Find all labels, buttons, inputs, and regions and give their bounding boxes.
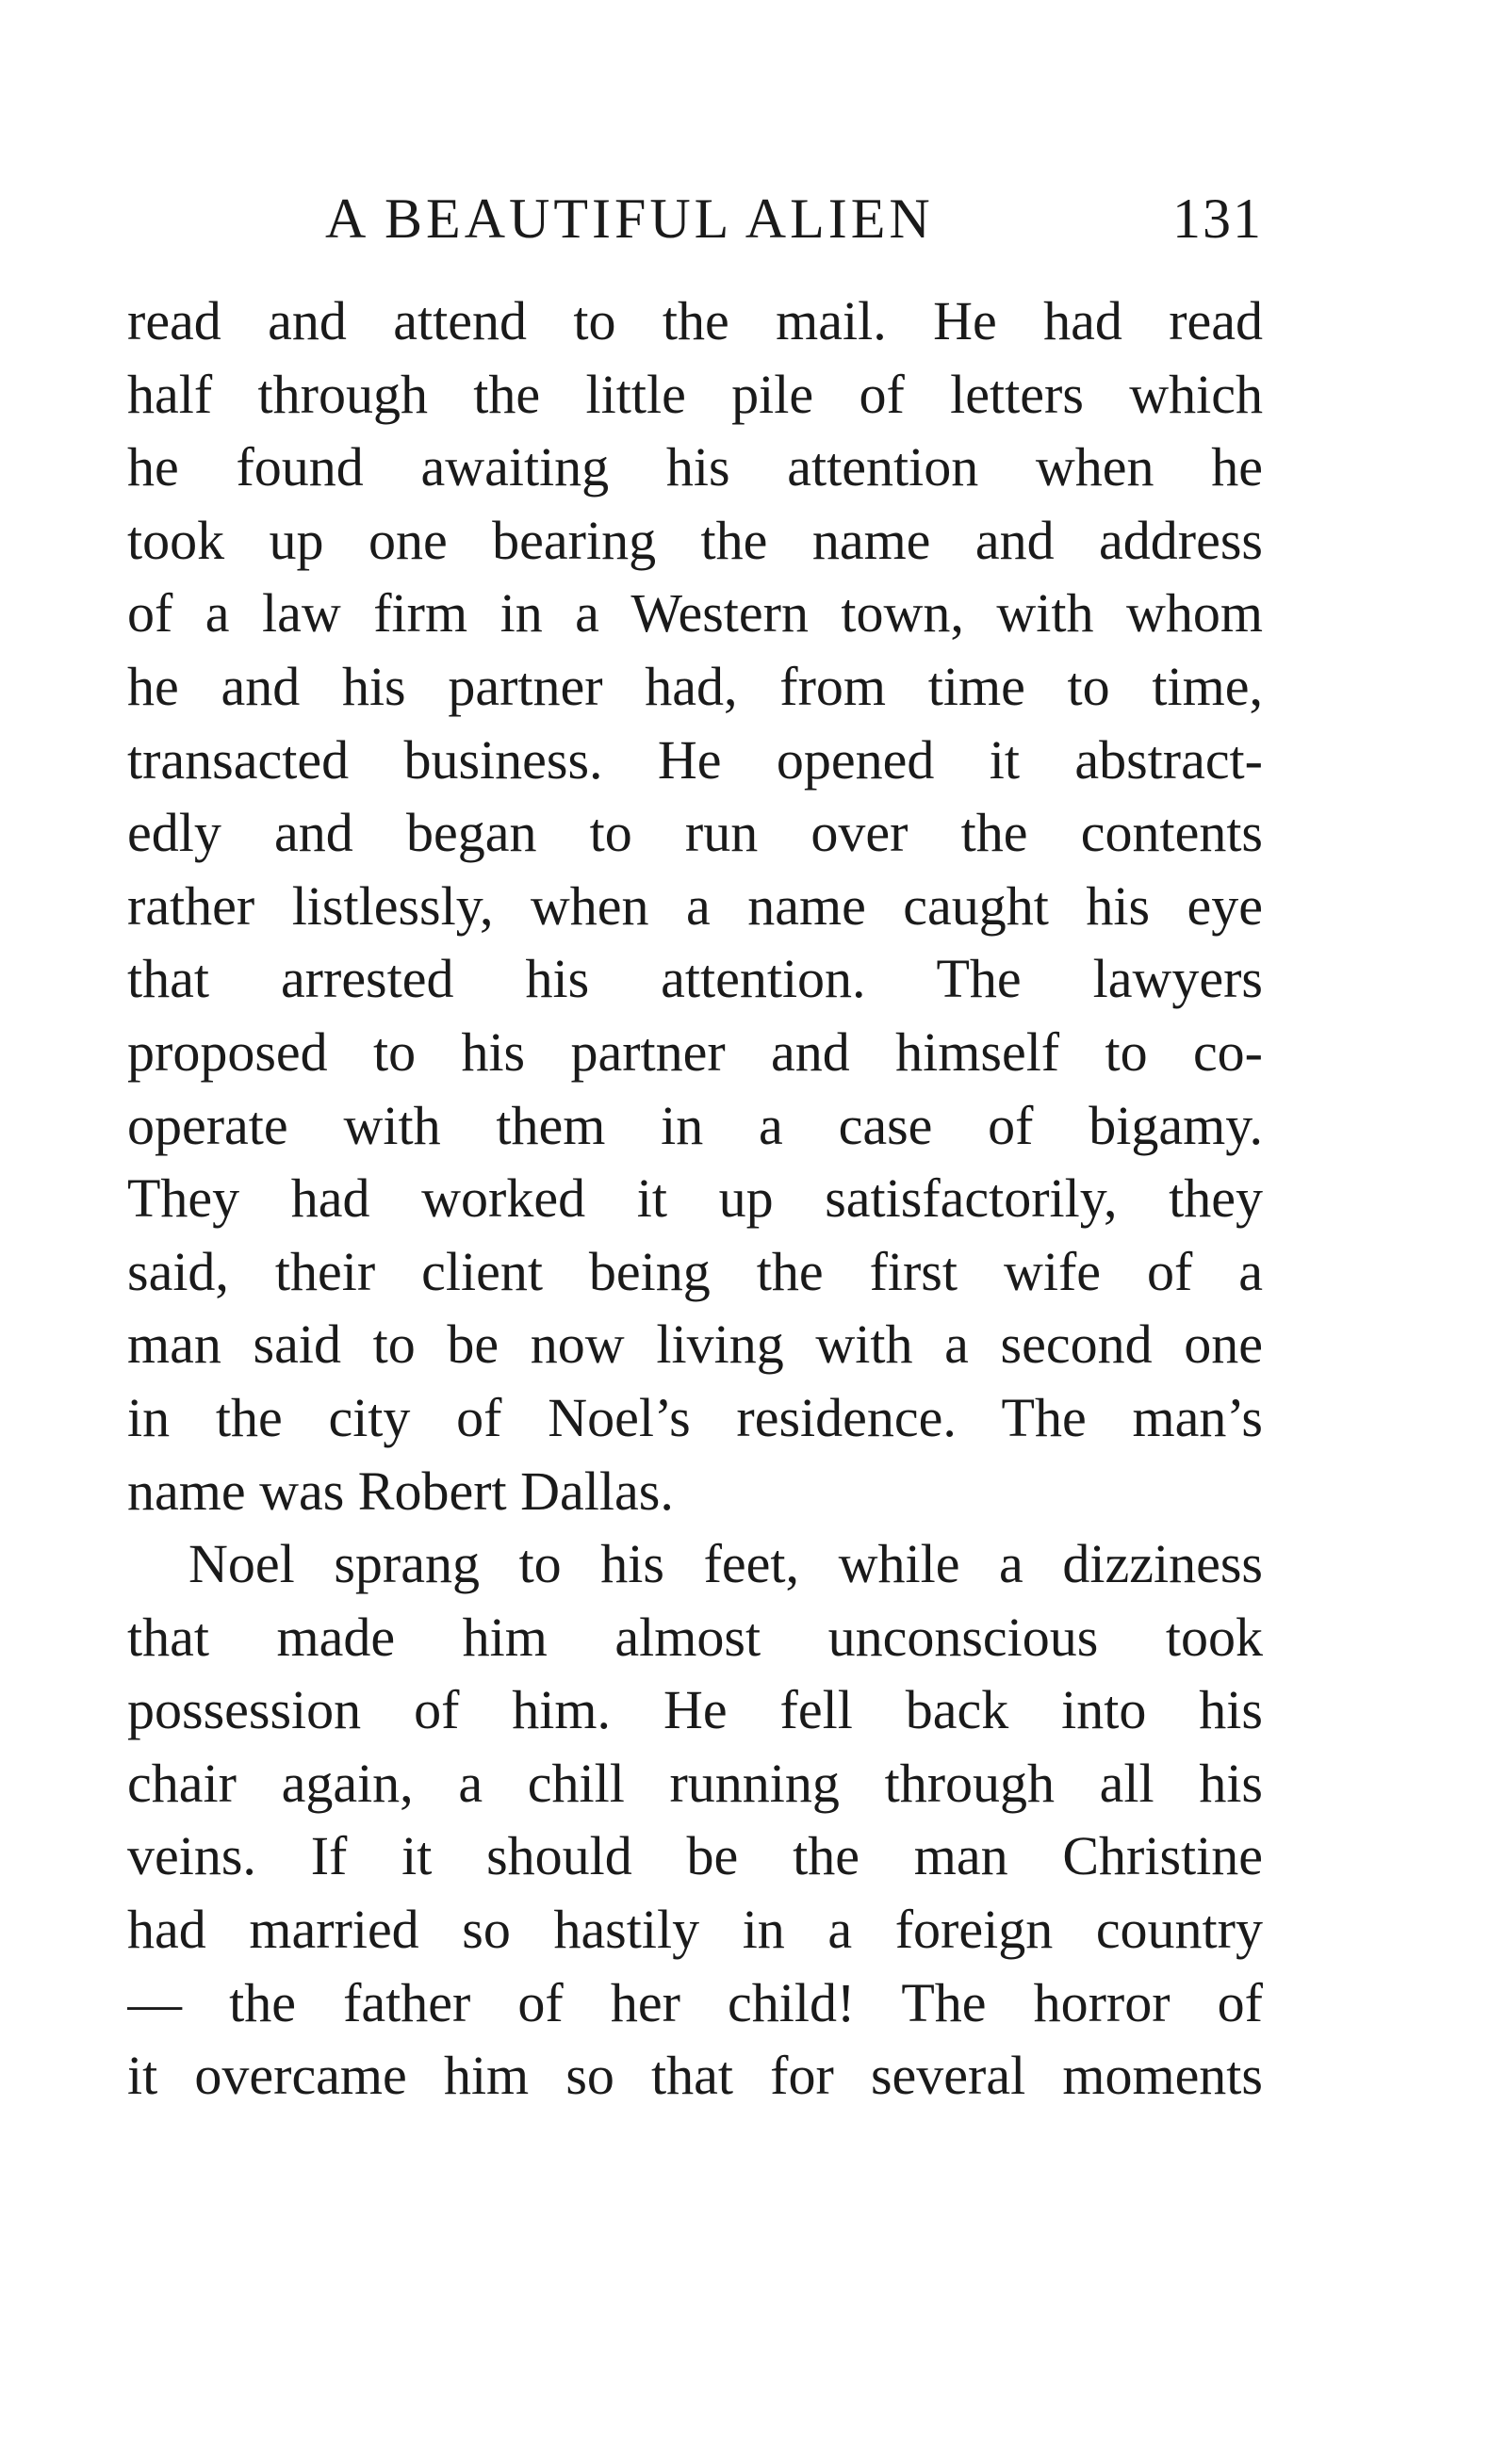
paragraph-1 [127, 285, 1263, 1527]
text-line: that made him almost unconscious took [127, 1606, 1263, 1668]
running-title: A BEAUTIFUL ALIEN [325, 188, 934, 250]
text-line: he and his partner had, from time to time, [127, 655, 1263, 717]
text-line: in the city of Noel’s residence. The man’s [127, 1386, 1263, 1448]
page-number: 131 [1172, 188, 1263, 250]
text-line: They had worked it up satisfactorily, they [127, 1167, 1263, 1230]
text-line: of a law firm in a Western town, with whom [127, 582, 1263, 645]
text-line: name was Robert Dallas. [127, 1460, 674, 1522]
text-line: man said to be now living with a second one [127, 1314, 1263, 1376]
text-line: proposed to his partner and himself to co- [127, 1020, 1263, 1083]
text-line: took up one bearing the name and address [127, 509, 1263, 571]
text-line: rather listlessly, when a name caught his eye [127, 874, 1263, 937]
text-line: veins. If it should be the man Christine [127, 1825, 1263, 1887]
text-line: operate with them in a case of bigamy. [127, 1094, 1263, 1156]
text-line: chair again, a chill running through all his [127, 1752, 1263, 1814]
text-line: said, their client being the first wife of a [127, 1240, 1263, 1302]
text-line: transacted business. He opened it abstract- [127, 728, 1263, 791]
text-line: Noel sprang to his feet, while a dizziness [188, 1533, 1263, 1595]
text-line: that arrested his attention. The lawyers [127, 948, 1263, 1010]
text-line: read and attend to the mail. He had read [127, 290, 1263, 351]
text-line: — the father of her child! The horror of [127, 1971, 1263, 2033]
text-line: it overcame him so that for several moments [127, 2045, 1263, 2107]
text-line: edly and began to run over the contents [127, 802, 1263, 864]
running-head [127, 181, 1263, 256]
text-line: had married so hastily in a foreign country [127, 1899, 1263, 1961]
paragraph-2 [127, 1527, 1263, 2113]
text-line: possession of him. He fell back into his [127, 1679, 1263, 1741]
body-text [127, 285, 1263, 2113]
text-line: he found awaiting his attention when he [127, 436, 1263, 498]
text-line: half through the little pile of letters which [127, 363, 1263, 425]
